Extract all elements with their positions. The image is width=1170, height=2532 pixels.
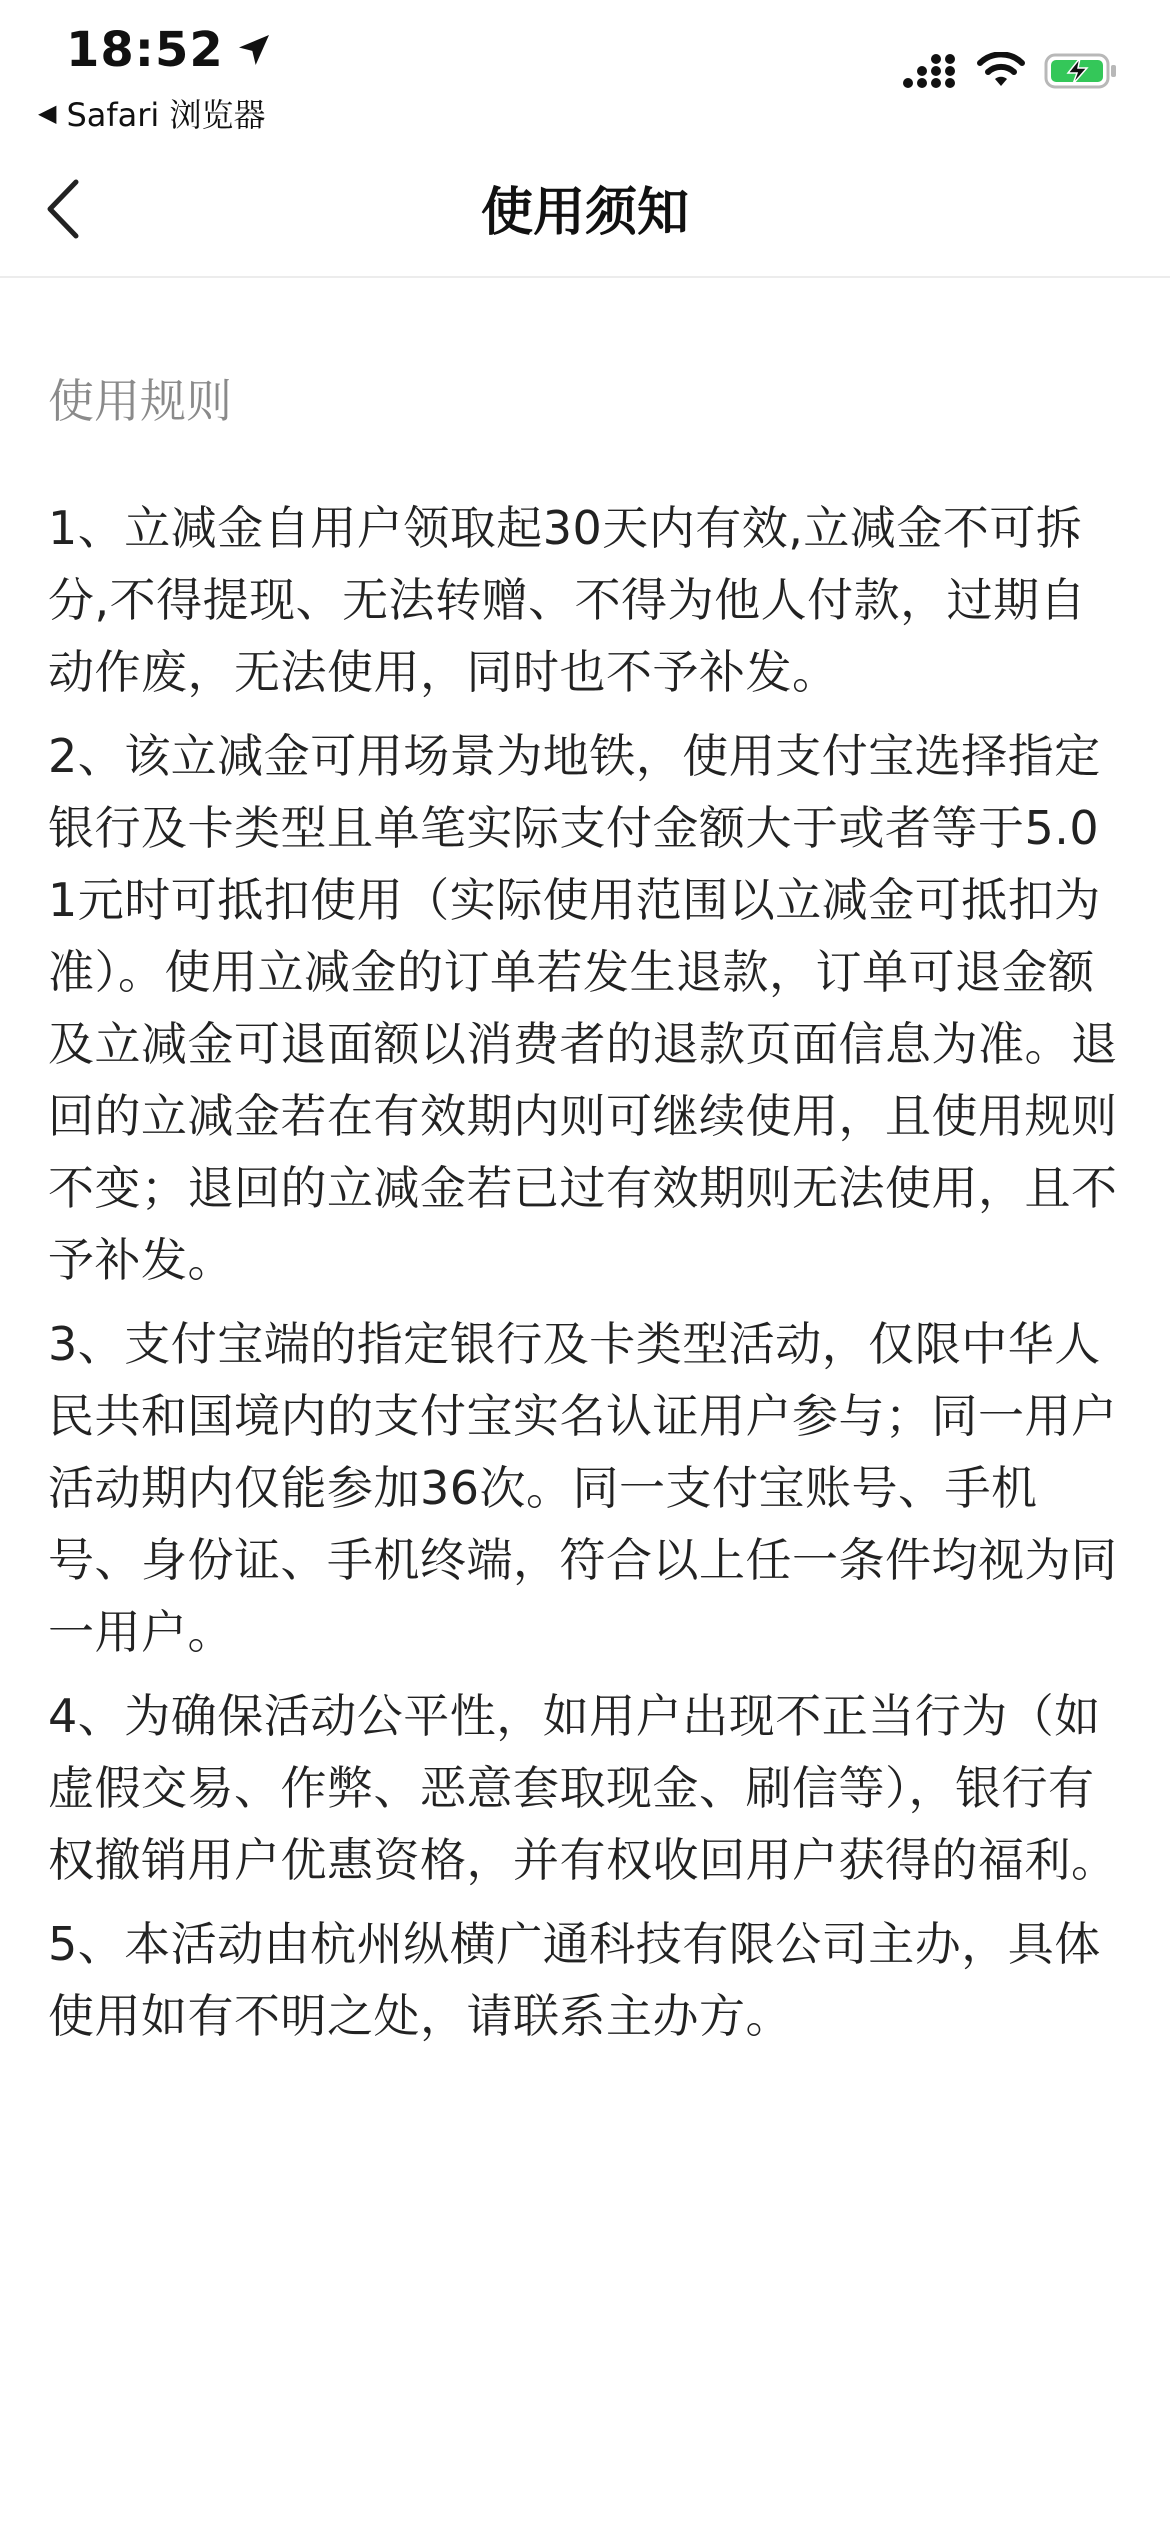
rule-item-4: 4、为确保活动公平性，如用户出现不正当行为（如虚假交易、作弊、恶意套取现金、刷信等），银行有权撤销用户优惠资格，并有权收回用户获得的福利。 xyxy=(48,1689,1118,1887)
rule-item-1: 1、立减金自用户领取起30天内有效,立减金不可拆分,不得提现、无法转赠、不得为他人付款，过期自动作废，无法使用，同时也不予补发。 xyxy=(48,501,1087,699)
rule-item-3: 3、支付宝端的指定银行及卡类型活动，仅限中华人民共和国境内的支付宝实名认证用户参与；同一用户活动期内仅能参加36次。同一支付宝账号、手机号、身份证、手机终端，符合以上任一条件均视为同一用户。 xyxy=(48,1317,1118,1659)
rule-item-5: 5、本活动由杭州纵横广通科技有限公司主办，具体使用如有不明之处，请联系主办方。 xyxy=(48,1917,1101,2043)
nav-bar xyxy=(0,140,1170,278)
location-arrow-icon xyxy=(234,30,274,70)
wifi-icon xyxy=(976,52,1026,90)
status-bar xyxy=(0,0,1170,140)
rules-content xyxy=(48,366,1128,2064)
status-indicators xyxy=(902,52,1118,90)
back-app-arrow-icon: ◀ xyxy=(38,99,57,127)
back-app-label: Safari 浏览器 xyxy=(66,96,266,134)
status-time-group xyxy=(66,22,274,78)
battery-charging-icon xyxy=(1044,52,1118,90)
rule-item-2: 2、该立减金可用场景为地铁，使用支付宝选择指定银行及卡类型且单笔实际支付金额大于或者等于5.01元时可抵扣使用（实际使用范围以立减金可抵扣为准）。使用立减金的订单若发生退款，订单可退金额及立减金可退面额以消费者的退款页面信息为准。退回的立减金若在有效期内则可继续使用，且使用规则不变；退回的立减金若已过有效期则无法使用，且不予补发。 xyxy=(48,729,1118,1287)
status-time: 18:52 xyxy=(66,22,224,78)
section-heading: 使用规则 xyxy=(48,374,232,428)
page-title: 使用须知 xyxy=(480,183,689,243)
cellular-signal-icon xyxy=(902,53,958,89)
back-to-app-link[interactable] xyxy=(38,90,266,136)
